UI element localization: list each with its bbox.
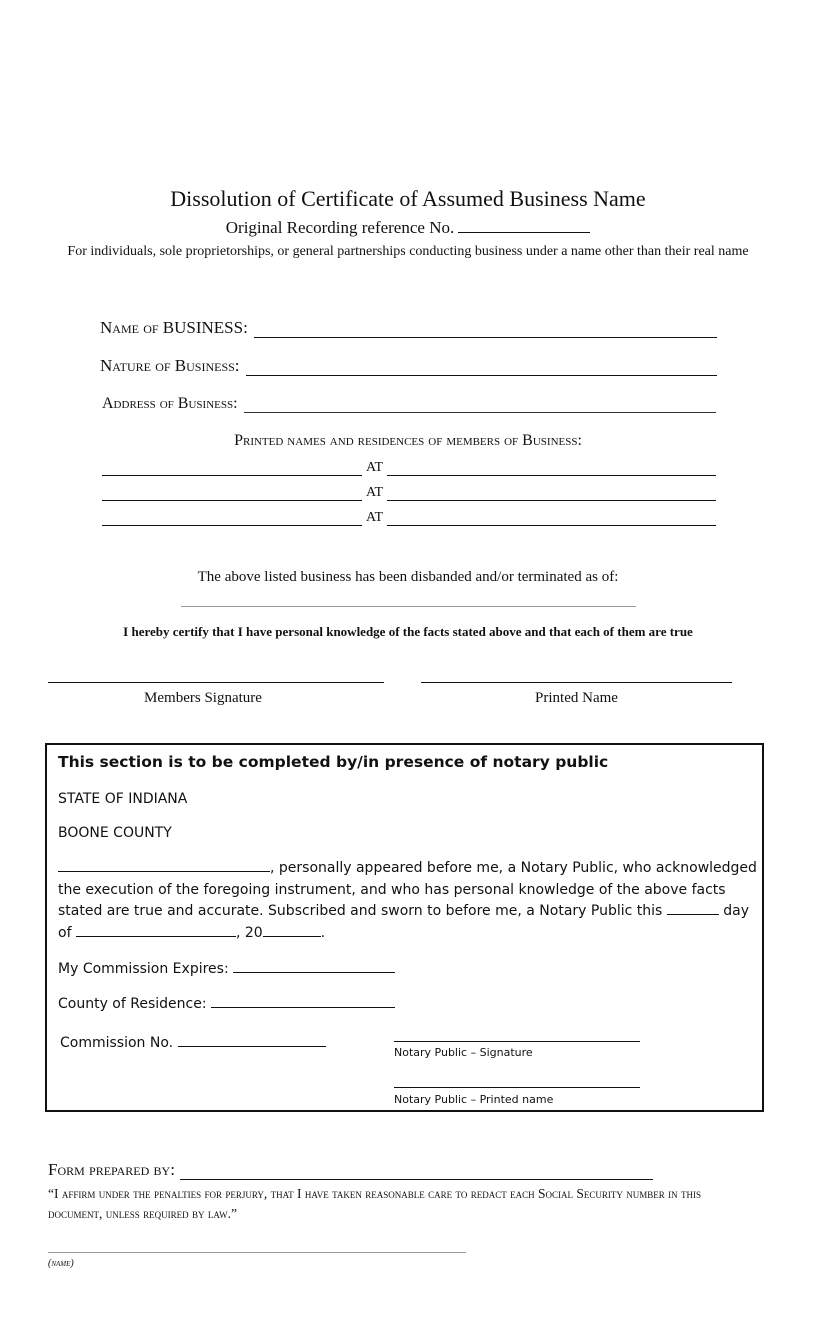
county-residence-label: County of Residence: — [58, 996, 207, 1012]
name-of-business-field[interactable] — [254, 323, 717, 338]
at-label: AT — [366, 460, 384, 475]
commission-no-label: Commission No. — [60, 1035, 174, 1051]
prepared-by-label: Form prepared by: — [48, 1160, 175, 1179]
notary-paragraph-text: , personally appeared before me, a Notary Public, who acknowledged the execution of the foregoing instrument, and who has personal knowledge of the above facts stated are true and accurate. Subscribed and sworn to before me, a Notary Public this — [58, 860, 757, 919]
appearer-name-field[interactable] — [58, 859, 270, 872]
preparer-name-field[interactable] — [48, 1252, 466, 1253]
month-field[interactable] — [76, 924, 236, 937]
members-signature-label: Members Signature — [144, 690, 262, 706]
notary-printed-name-field[interactable] — [394, 1087, 640, 1088]
address-of-business-label: Address of Business: — [102, 395, 238, 412]
county-residence-field[interactable] — [211, 995, 395, 1008]
recording-reference-field[interactable] — [458, 220, 590, 233]
commission-expires-field[interactable] — [233, 960, 395, 973]
members-signature-field[interactable] — [48, 682, 384, 683]
notary-heading: This section is to be completed by/in presence of notary public — [58, 753, 609, 771]
nature-of-business-row — [100, 356, 717, 376]
name-of-business-label: Name of BUSINESS: — [100, 318, 248, 337]
member-name-field[interactable] — [102, 488, 362, 501]
address-of-business-row — [102, 395, 716, 413]
nature-of-business-label: Nature of Business: — [100, 356, 240, 375]
printed-name-field[interactable] — [421, 682, 732, 683]
printed-name-label: Printed Name — [535, 690, 618, 706]
notary-signature-field[interactable] — [394, 1041, 640, 1042]
form-description: For individuals, sole proprietorships, or general partnerships conducting business under a name other than their real name — [67, 244, 749, 259]
commission-no-row — [60, 1034, 326, 1051]
year-prefix: , 20 — [235, 924, 263, 941]
member-residence-field[interactable] — [387, 513, 716, 526]
county-label: BOONE COUNTY — [58, 825, 172, 841]
member-row — [102, 460, 716, 476]
notary-section — [45, 743, 764, 1112]
member-residence-field[interactable] — [387, 463, 716, 476]
at-label: AT — [366, 485, 384, 500]
preparer-name-label: (name) — [48, 1258, 74, 1269]
member-row — [102, 510, 716, 526]
member-name-field[interactable] — [102, 463, 362, 476]
state-label: STATE OF INDIANA — [58, 791, 188, 807]
recording-reference — [0, 218, 816, 238]
notary-signature-label: Notary Public – Signature — [394, 1046, 533, 1059]
termination-statement: The above listed business has been disbanded and/or terminated as of: — [197, 569, 619, 585]
commission-no-field[interactable] — [178, 1034, 326, 1047]
county-residence-row — [58, 995, 395, 1012]
termination-date-field[interactable] — [181, 606, 636, 607]
recording-reference-label: Original Recording reference No. — [225, 218, 455, 237]
year-field[interactable] — [263, 924, 321, 937]
day-field[interactable] — [667, 902, 719, 915]
notary-paragraph — [58, 858, 758, 944]
address-of-business-field[interactable] — [244, 398, 716, 413]
page-title: Dissolution of Certificate of Assumed Business Name — [170, 186, 646, 211]
day-of-label: day of — [58, 903, 749, 941]
nature-of-business-field[interactable] — [246, 361, 717, 376]
member-name-field[interactable] — [102, 513, 362, 526]
prepared-by-row — [48, 1160, 653, 1180]
commission-expires-label: My Commission Expires: — [58, 961, 229, 977]
member-row — [102, 485, 716, 501]
certify-statement: I hereby certify that I have personal knowledge of the facts stated above and that each of them are true — [123, 624, 693, 639]
member-residence-field[interactable] — [387, 488, 716, 501]
name-of-business-row — [100, 318, 717, 338]
paragraph-end: . — [320, 924, 326, 941]
commission-expires-row — [58, 960, 395, 977]
affirmation-statement: “I affirm under the penalties for perjury, that I have taken reasonable care to redact each Social Security number in this document, unless required by law.” — [48, 1186, 702, 1221]
members-heading: Printed names and residences of members of Business: — [234, 432, 582, 449]
notary-printed-name-label: Notary Public – Printed name — [394, 1093, 554, 1106]
at-label: AT — [366, 510, 384, 525]
prepared-by-field[interactable] — [180, 1165, 653, 1180]
